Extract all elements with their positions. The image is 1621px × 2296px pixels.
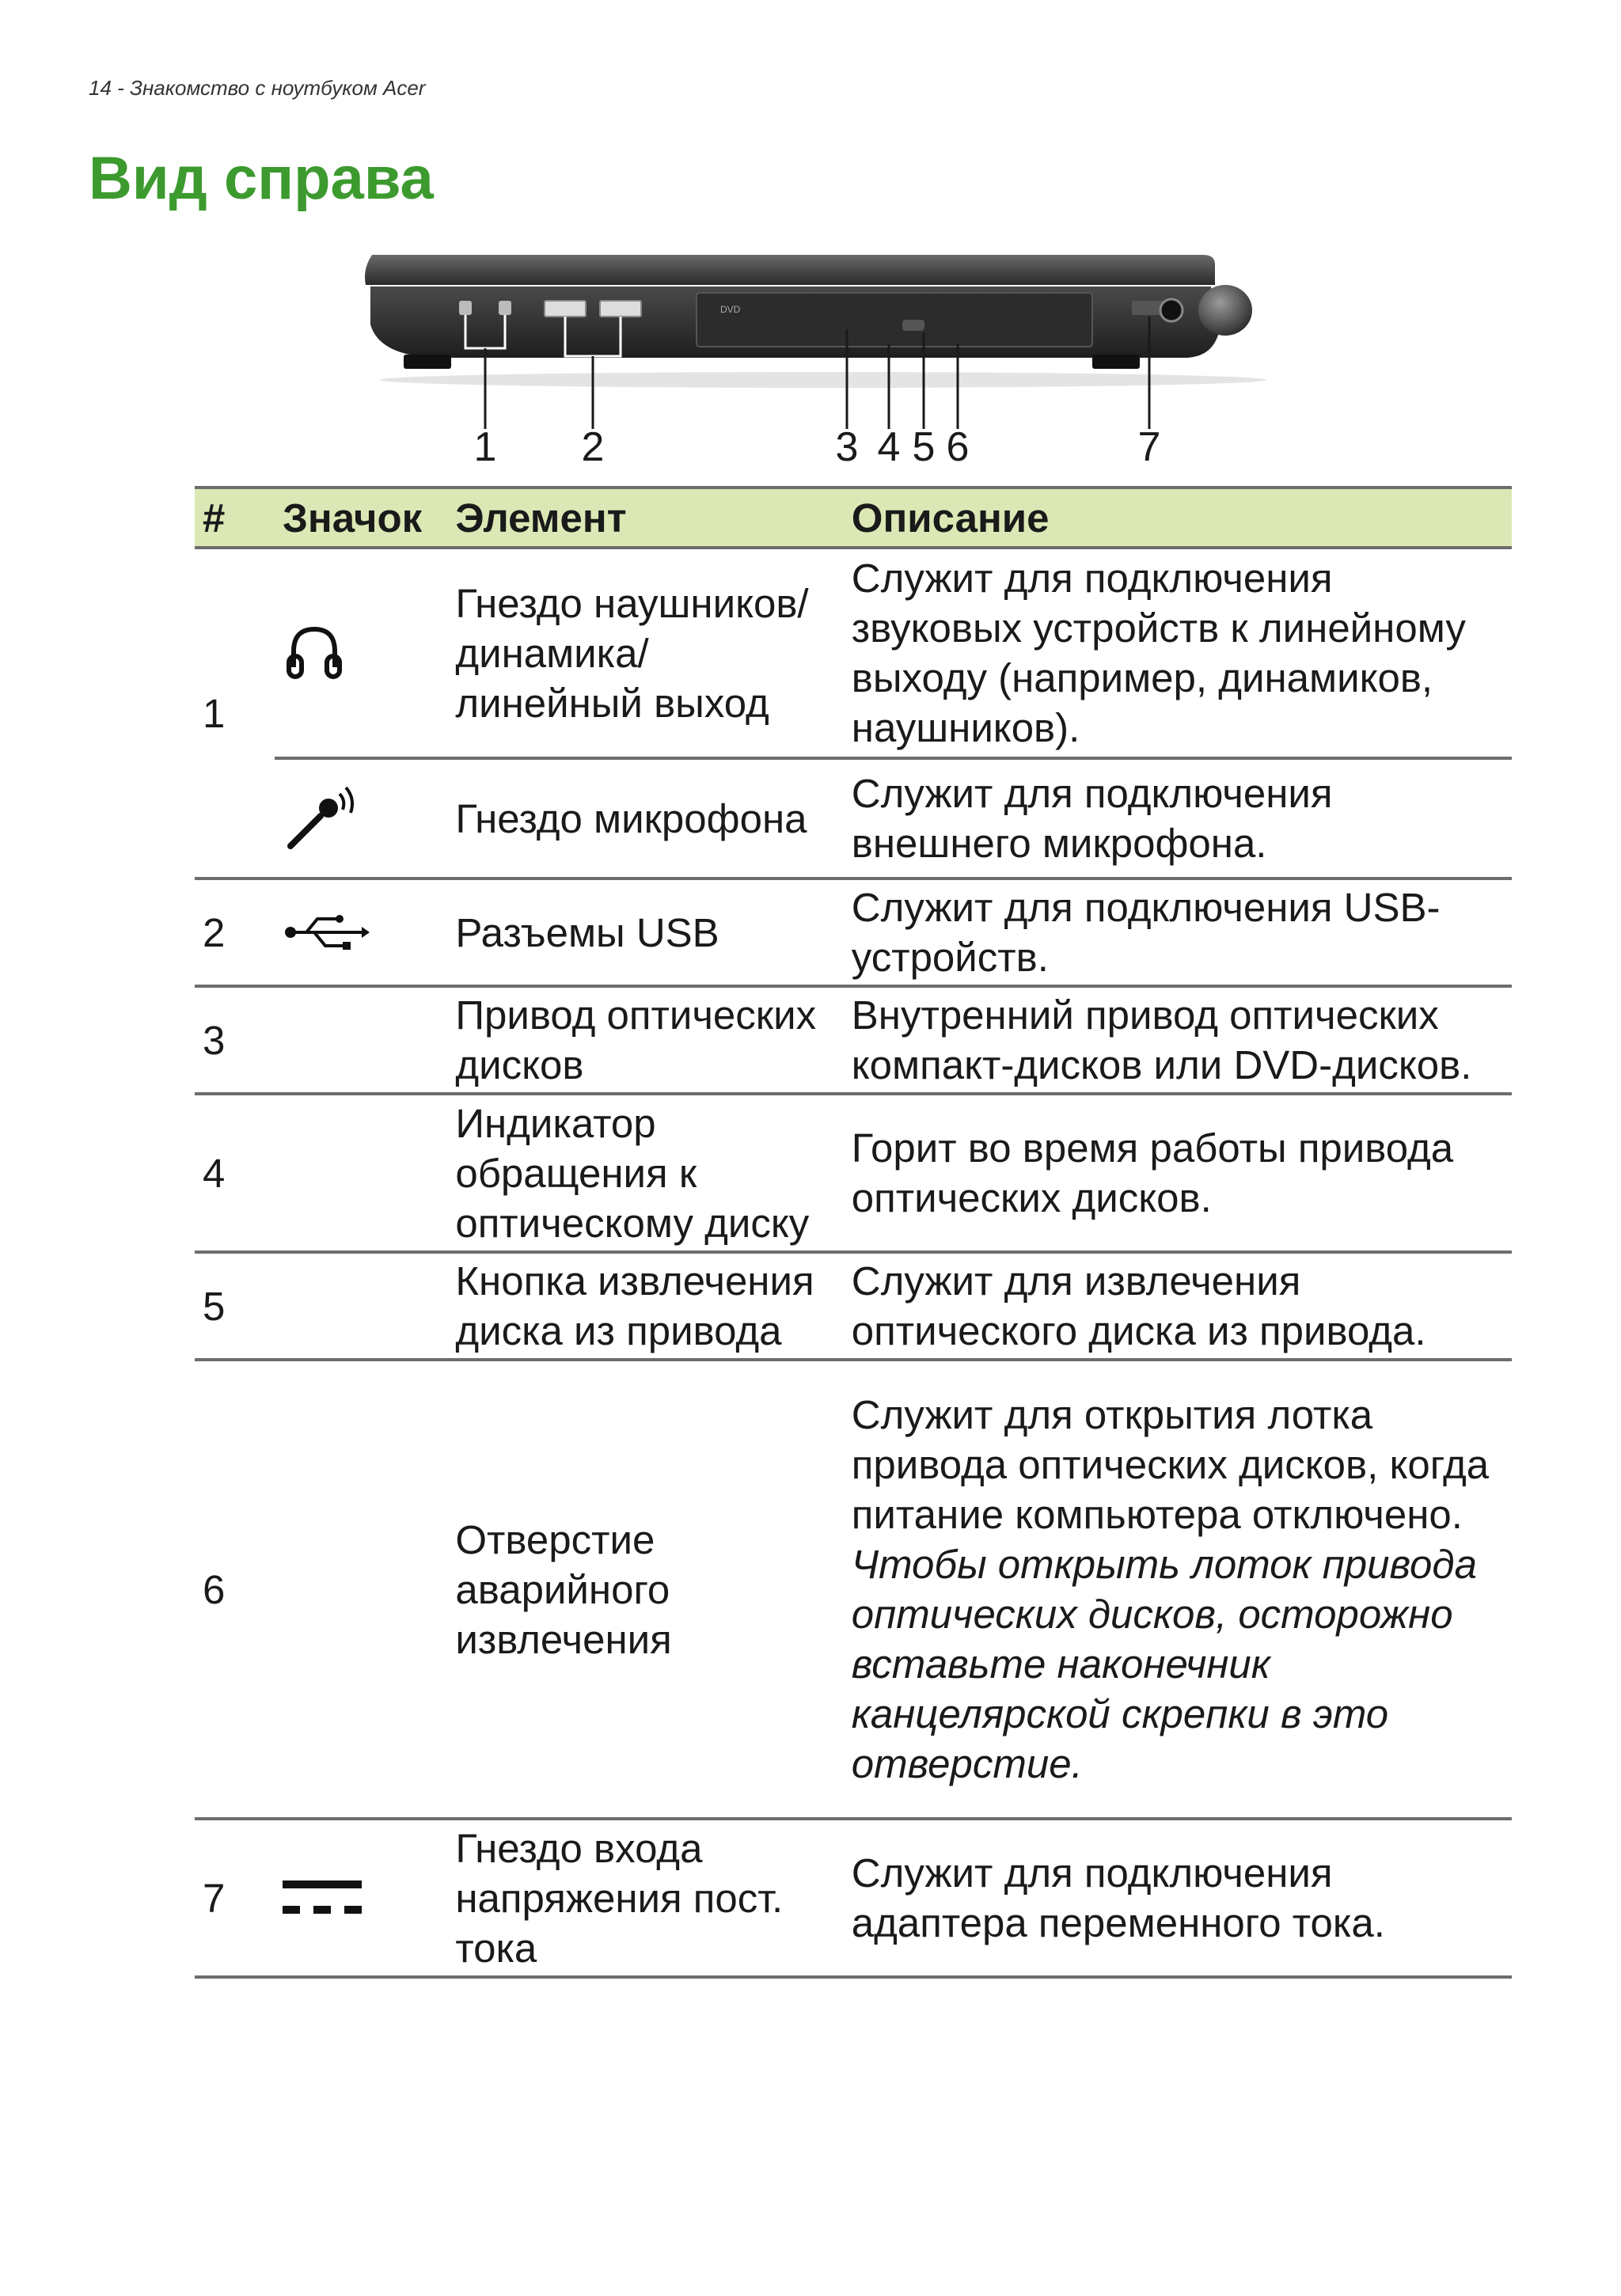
usb-icon-cell — [275, 879, 447, 986]
row-element: Гнездо наушников/ динамика/ линейный выход — [447, 548, 843, 758]
hinge — [1198, 285, 1252, 336]
table-row — [195, 986, 1512, 1094]
callout-7: 7 — [1137, 424, 1161, 470]
row-num: 4 — [195, 1094, 275, 1252]
table-header-row — [195, 488, 1512, 548]
row-icon-empty — [275, 1360, 447, 1819]
row-description: Служит для подключения USB-устройств. — [844, 879, 1512, 986]
usb-port-1 — [545, 301, 586, 317]
row-num: 6 — [195, 1360, 275, 1819]
row-icon-empty — [275, 1094, 447, 1252]
table-row — [195, 1094, 1512, 1252]
row-description-note: Чтобы открыть лоток привода оптических дисков, осторожно вставьте наконечник канцелярской скрепки в это отверстие. — [851, 1542, 1477, 1786]
row-element: Привод оптических дисков — [447, 986, 843, 1094]
optical-drive-tray — [697, 293, 1092, 347]
eject-button-shape — [902, 320, 924, 331]
page-header: 14 - Знакомство с ноутбуком Acer — [89, 76, 426, 100]
callout-4: 4 — [877, 424, 901, 470]
dc-in-icon — [283, 1874, 362, 1922]
callout-3: 3 — [835, 424, 859, 470]
row-description: Внутренний привод оптических компакт-дисков или DVD-дисков. — [844, 986, 1512, 1094]
row-num: 1 — [195, 548, 275, 879]
row-num: 3 — [195, 986, 275, 1094]
header-element: Элемент — [447, 488, 843, 548]
row-description-text: Служит для открытия лотка привода оптических дисков, когда питание компьютера отключено. — [851, 1392, 1490, 1537]
headphones-icon — [283, 621, 346, 685]
headphones-icon-cell — [275, 548, 447, 758]
usb-icon — [283, 913, 370, 952]
header-icon: Значок — [275, 488, 447, 548]
laptop-illustration — [348, 237, 1298, 475]
header-description: Описание — [844, 488, 1512, 548]
row-element: Гнездо входа напряжения пост. тока — [447, 1819, 843, 1977]
row-icon-empty — [275, 1252, 447, 1360]
row-description: Служит для подключения внешнего микрофона. — [844, 758, 1512, 879]
row-num: 7 — [195, 1819, 275, 1977]
row-description: Горит во время работы привода оптических дисков. — [844, 1094, 1512, 1252]
microphone-icon — [283, 783, 354, 854]
dc-jack — [1160, 299, 1183, 321]
row-description — [844, 1360, 1512, 1819]
svg-text:DVD: DVD — [720, 304, 741, 315]
row-num: 5 — [195, 1252, 275, 1360]
row-icon-empty — [275, 986, 447, 1094]
callout-2: 2 — [581, 424, 605, 470]
row-description: Служит для извлечения оптического диска из привода. — [844, 1252, 1512, 1360]
callout-5: 5 — [912, 424, 936, 470]
table-row — [195, 879, 1512, 986]
callout-6: 6 — [946, 424, 970, 470]
row-description: Служит для подключения адаптера переменного тока. — [844, 1819, 1512, 1977]
dc-in-icon-cell — [275, 1819, 447, 1977]
row-element: Индикатор обращения к оптическому диску — [447, 1094, 843, 1252]
row-num: 2 — [195, 879, 275, 986]
ports-table — [195, 486, 1512, 1979]
table-row — [195, 758, 1512, 879]
section-title: Вид справа — [89, 145, 434, 212]
row-element: Разъемы USB — [447, 879, 843, 986]
microphone-icon-cell — [275, 758, 447, 879]
table-row — [195, 1252, 1512, 1360]
row-element: Гнездо микрофона — [447, 758, 843, 879]
microphone-jack — [499, 301, 511, 315]
table-row — [195, 1819, 1512, 1977]
callout-1: 1 — [473, 424, 497, 470]
headphone-jack — [459, 301, 472, 315]
row-element: Отверстие аварийного извлечения — [447, 1360, 843, 1819]
row-element: Кнопка извлечения диска из привода — [447, 1252, 843, 1360]
table-row — [195, 548, 1512, 758]
laptop-lid — [365, 255, 1215, 285]
header-num: # — [195, 488, 275, 548]
laptop-right-side-figure — [348, 237, 1298, 475]
usb-port-2 — [600, 301, 641, 317]
table-row — [195, 1360, 1512, 1819]
row-description: Служит для подключения звуковых устройств к линейному выходу (например, динамиков, наушников). — [844, 548, 1512, 758]
